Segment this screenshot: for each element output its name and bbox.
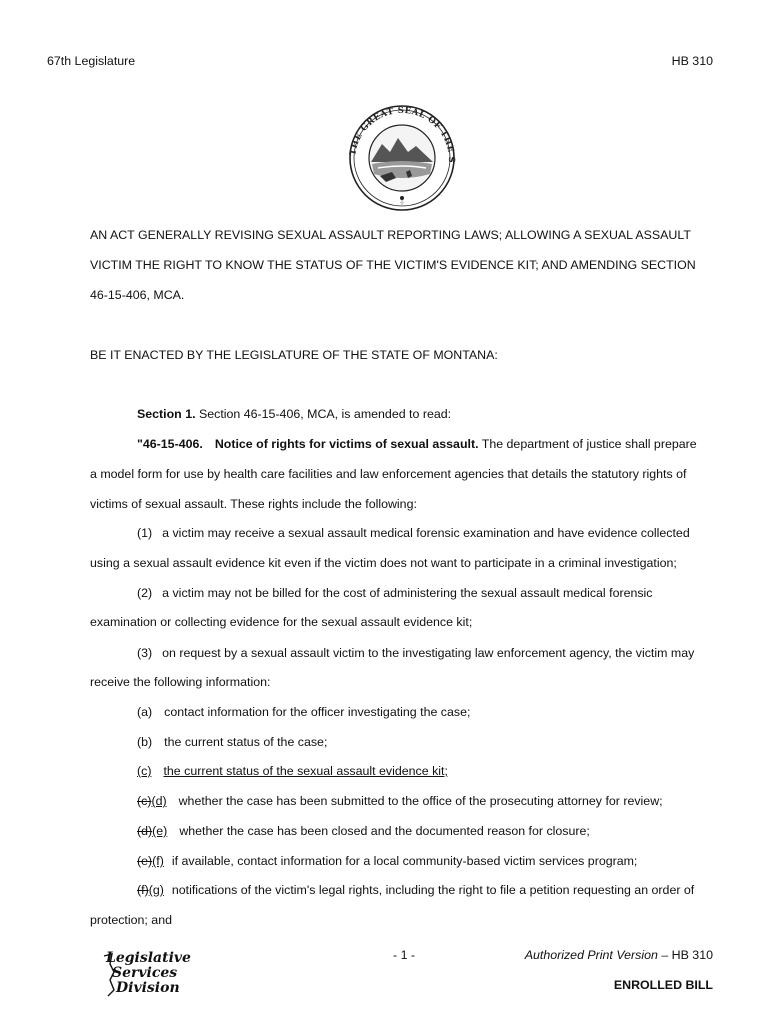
sub-item-b-number: (b) xyxy=(137,735,153,749)
sub-item-g-line-2: protection; and xyxy=(90,913,172,927)
authorized-bill-number: HB 310 xyxy=(671,948,713,962)
statute-body-line-1: The department of justice shall prepare xyxy=(478,437,697,451)
authorized-label: Authorized Print Version xyxy=(524,948,658,962)
sub-item-f-stricken-number: (e) xyxy=(137,854,153,868)
act-title-line-2: VICTIM THE RIGHT TO KNOW THE STATUS OF THE VICTIM'S EVIDENCE KIT; AND AMENDING SECTION xyxy=(90,258,696,272)
sub-item-g-text: notifications of the victim's legal rights, including the right to file a petition requesting an order of xyxy=(171,883,695,897)
item-3-text: on request by a sexual assault victim to the investigating law enforcement agency, the victim may xyxy=(162,646,695,660)
item-1-number: (1) xyxy=(137,526,153,540)
sub-item-e-new-number: (e) xyxy=(152,824,168,838)
sub-item-d xyxy=(137,794,663,808)
sub-item-a xyxy=(137,705,470,719)
section-1-label: Section 1. xyxy=(137,407,196,421)
sub-item-e xyxy=(137,824,590,838)
sub-item-d-new-number: (d) xyxy=(151,794,167,808)
item-1-line-2: using a sexual assault evidence kit even if the victim does not want to participate in a criminal investigation; xyxy=(90,556,677,570)
item-3-line-2: receive the following information: xyxy=(90,675,271,689)
sub-item-d-stricken-number: (c) xyxy=(137,794,152,808)
statute-heading: Notice of rights for victims of sexual assault. xyxy=(214,437,479,451)
logo-line-3: Division xyxy=(116,980,180,996)
sub-item-a-number: (a) xyxy=(137,705,153,719)
statute-heading-line xyxy=(137,437,697,451)
section-1-intro-text: Section 46-15-406, MCA, is amended to read: xyxy=(195,407,452,421)
item-2-number: (2) xyxy=(137,586,153,600)
item-1-line-1 xyxy=(137,526,690,540)
enacting-clause: BE IT ENACTED BY THE LEGISLATURE OF THE STATE OF MONTANA: xyxy=(90,348,498,362)
logo-line-2: Services xyxy=(112,965,178,981)
montana-state-seal-icon xyxy=(340,102,464,212)
sub-item-e-text: whether the case has been closed and the documented reason for closure; xyxy=(179,824,590,838)
legislative-services-division-logo xyxy=(100,950,191,1000)
sub-item-c-text: the current status of the sexual assault evidence kit; xyxy=(163,764,448,778)
sub-item-e-stricken-number: (d) xyxy=(137,824,153,838)
legislature-label: 67th Legislature xyxy=(47,54,136,68)
authorized-separator: – xyxy=(657,948,672,962)
item-1-text: a victim may receive a sexual assault medical forensic examination and have evidence collected xyxy=(162,526,690,540)
sub-item-g-stricken-number: (f) xyxy=(137,883,149,897)
statute-body-line-3: victims of sexual assault. These rights include the following: xyxy=(90,497,417,511)
logo-line-1: Legislative xyxy=(106,950,191,966)
sub-item-c-number: (c) xyxy=(137,764,152,778)
sub-item-g-line-1 xyxy=(137,883,694,897)
item-3-number: (3) xyxy=(137,646,153,660)
seal-text: THE GREAT SEAL OF THE S xyxy=(348,105,457,164)
sub-item-c-inserted xyxy=(137,764,448,778)
sub-item-a-text: contact information for the officer investigating the case; xyxy=(164,705,471,719)
authorized-print-version xyxy=(525,948,713,962)
statute-number: "46-15-406. xyxy=(137,437,203,451)
page-number: - 1 - xyxy=(393,948,416,962)
enrolled-bill-label: ENROLLED BILL xyxy=(613,978,713,992)
act-title-line-3: 46-15-406, MCA. xyxy=(90,288,185,302)
sub-item-f-new-number: (f) xyxy=(152,854,164,868)
item-2-text: a victim may not be billed for the cost of administering the sexual assault medical forensic xyxy=(162,586,653,600)
svg-text:·|·: ·|· xyxy=(399,200,405,206)
sub-item-f xyxy=(137,854,637,868)
sub-item-b xyxy=(137,735,327,749)
sub-item-d-text: whether the case has been submitted to the office of the prosecuting attorney for review; xyxy=(178,794,663,808)
item-2-line-2: examination or collecting evidence for the sexual assault evidence kit; xyxy=(90,615,473,629)
section-1-intro xyxy=(137,407,451,421)
sub-item-f-text: if available, contact information for a local community-based victim services program; xyxy=(171,854,638,868)
sub-item-b-text: the current status of the case; xyxy=(164,735,328,749)
item-3-line-1 xyxy=(137,646,694,660)
item-2-line-1 xyxy=(137,586,653,600)
statute-body-line-2: a model form for use by health care facilities and law enforcement agencies that details the statutory rights of xyxy=(90,467,687,481)
act-title-line-1: AN ACT GENERALLY REVISING SEXUAL ASSAULT REPORTING LAWS; ALLOWING A SEXUAL ASSAULT xyxy=(90,228,691,242)
sub-item-g-new-number: (g) xyxy=(148,883,164,897)
bill-number: HB 310 xyxy=(671,54,713,68)
